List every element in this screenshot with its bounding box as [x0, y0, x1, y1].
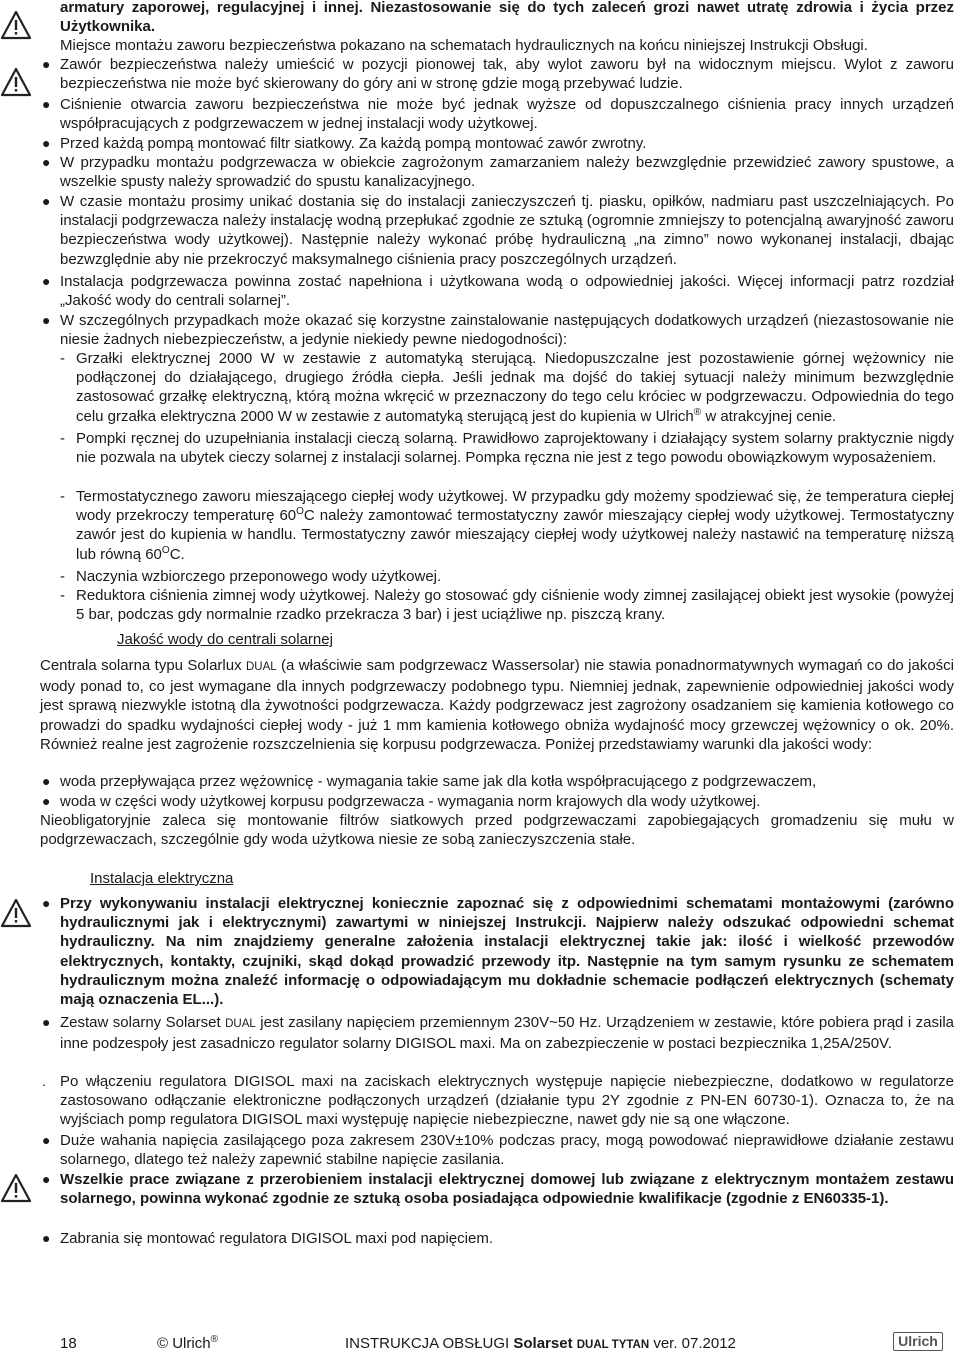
warning-item: Przy wykonywaniu instalacji elektrycznej koniecznie zapoznać się z odpowiednimi schematami montażowymi (zarówno hydraulicznymi jak i elektrycznymi) zawartymi w niniejszej Instrukcji. Najpierw należy odszukać odpowiedni schemat hydrauliczny. Na nim znajdziemy generalne założenia instalacji elektrycznej takie jak: ilość i wielkość przewodów elektrycznych, kontakty, czujniki, skąd dokąd prowadzić przewody itp. Następnie na tym samym rysunku ze schematem hydraulicznym można znaleźć informację o odpowiadającym mu dokładnie schemacie podłączeń elektrycznych (schematy mają oznaczenia EL...). [60, 895, 954, 1009]
list-item: Instalacja podgrzewacza powinna zostać napełniona i użytkowana wodą o odpowiedniej jakości. Więcej informacji patrz rozdział „Jakość wody do centrali solarnej”. [60, 273, 954, 310]
sub-item-text: w atrakcyjnej cenie. [701, 407, 837, 425]
section-heading: Instalacja elektryczna [90, 870, 234, 887]
sub-item: Pompki ręcznej do uzupełniania instalacji cieczą solarną. Prawidłowo zaprojektowany i działający system solarny praktycznie nigdy nie pozwala na ubytek cieczy solarnej z instalacji solarnej. Pompka ręczna nie jest z tego powodu obowiązkowym wyposażeniem. [76, 430, 954, 467]
bullet: ● [42, 773, 51, 789]
list-item: Po włączeniu regulatora DIGISOL maxi na zaciskach elektrycznych występuje napięcie niebezpieczne, dodatkowo w regulatorze zastosowano odłączanie elektroniczne podłączonych urządzeń (działanie typu 2Y zgodnie z PN-EN 60730-1). Oznacza to, że na wyjściach pomp regulatora DIGISOL maxi występuję napięcie niebezpieczne, nawet gdy nie są one włączone. [60, 1073, 954, 1129]
section-heading: Jakość wody do centrali solarnej [117, 631, 333, 648]
list-item-text: Zestaw solarny Solarset [60, 1014, 226, 1031]
list-item: Duże wahania napięcia zasilającego poza zakresem 230V±10% podczas pracy, mogą powodować nieprawidłowe działanie zestawu solarnego, dlatego też należy zapewnić stabilne napięcie zasilania. [60, 1132, 954, 1169]
page-number: 18 [60, 1335, 77, 1352]
paragraph [40, 656, 954, 754]
product-variant: DUAL [225, 1018, 256, 1030]
list-item [60, 1013, 954, 1053]
warning-triangle-icon [0, 67, 32, 97]
title-text: INSTRUKCJA OBSŁUGI [345, 1335, 514, 1352]
dash: - [60, 587, 65, 604]
ulrich-logo: Ulrich [893, 1332, 943, 1351]
warning-triangle-icon [0, 10, 32, 40]
sub-item-text: Grzałki elektrycznej 2000 W w zestawie z automatyką sterującą. Niedopuszczalne jest pozostawienie górnej wężownicy nie podłączonej do działającego, drugiego źródła ciepła. Jeśli jednak ma dojść do takiej sytuacji należy minimum bezwzględnie zastosować grzałkę elektryczną, którą można wkręcić w przeznaczony do tego celu króciec w podgrzewaczu. Odpowiednia do tego celu grzałka elektryczna 2000 W w zestawie z automatyką sterującą jest do kupienia w Ulrich [76, 350, 954, 425]
bullet: ● [42, 1014, 51, 1030]
bullet: ● [42, 1132, 51, 1148]
warning-triangle-icon [0, 898, 32, 928]
bullet: ● [42, 154, 51, 170]
dash: - [60, 568, 65, 585]
degree-mark: O [161, 544, 170, 556]
paragraph: Nieobligatoryjnie zaleca się montowanie filtrów siatkowych przed podgrzewaczami zapobiegających gromadzeniu się mułu w podgrzewaczach, szczególnie gdy woda użytkowa niesie ze sobą zanieczyszczenia stałe. [40, 812, 954, 849]
copyright-text: © Ulrich [157, 1335, 211, 1352]
warning-paragraph: armatury zaporowej, regulacyjnej i innej. Niezastosowanie się do tych zaleceń grozi nawet utratę zdrowia i życia przez Użytkownika. [60, 0, 954, 36]
paragraph-text: Centrala solarna typu Solarlux [40, 657, 246, 674]
document-title [345, 1334, 736, 1355]
list-item: W przypadku montażu podgrzewacza w obiekcie zagrożonym zamarzaniem należy bezwzględnie przewidzieć zawory spustowe, a wszelkie spusty należy sprowadzić do spustu kanalizacyjnego. [60, 154, 954, 191]
list-item: Przed każdą pompą montować filtr siatkowy. Za każdą pompą montować zawór zwrotny. [60, 135, 647, 152]
list-item: woda w części wody użytkowej korpusu podgrzewacza - wymagania norm krajowych dla wody użytkowej. [60, 793, 761, 810]
warning-triangle-icon [0, 1173, 32, 1203]
list-item: W szczególnych przypadkach może okazać się korzystne zainstalowanie następujących dodatkowych urządzeń (niezastosowanie nie niesie żadnych niebezpieczeństw, a jedynie niekiedy pewne niedogodności): [60, 312, 954, 349]
bullet: ● [42, 135, 51, 151]
dash: - [60, 488, 65, 505]
title-product: Solarset [513, 1335, 577, 1352]
sub-item-text: C. [169, 545, 185, 563]
sub-item: Naczynia wzbiorczego przeponowego wody użytkowej. [76, 568, 442, 585]
bullet: ● [42, 895, 51, 911]
bullet: ● [42, 1171, 51, 1187]
bullet: ● [42, 312, 51, 328]
copyright [157, 1334, 218, 1353]
list-item-text: jest zasilany napięciem przemiennym 230V~50 Hz. Urządzeniem w zestawie, które pobiera prąd i zasila inne podzespoły jest zasadniczo regulator solarny DIGISOL maxi. Ma on zabezpieczenie w postaci bezpiecznika 1,25A/250V. [60, 1014, 955, 1053]
sub-item-text: Termostatycznego zaworu mieszającego ciepłej wody użytkowej. W przypadku gdy możemy spodziewać się, że temperatura ciepłej wody przekroczy temperaturę 60 [76, 488, 954, 525]
title-variant: DUAL TYTAN [576, 1339, 650, 1351]
warning-item: Wszelkie prace związane z przerobieniem instalacji elektrycznej domowej lub związane z elektrycznym montażem zestawu solarnego, powinna wykonać zgodnie ze sztuką osoba posiadająca odpowiednie kwalifikacje (zgodnie z EN60335-1). [60, 1171, 954, 1208]
list-item: Zabrania się montować regulatora DIGISOL maxi pod napięciem. [60, 1230, 493, 1247]
product-variant: DUAL [245, 661, 277, 673]
registered-mark: ® [693, 406, 702, 418]
sub-item-text: C należy zamontować termostatyczny zawór mieszający ciepłej wody użytkowej. Termostatyczny zawór jest do kupienia w handlu. Termostatyczny zawór mieszający ciepłej wody użytkowej należy nastawić na temperaturę niższą lub równą 60 [76, 507, 954, 563]
bullet: ● [42, 96, 51, 112]
list-item: Ciśnienie otwarcia zaworu bezpieczeństwa nie może być jednak wyższe od dopuszczalnego ciśnienia pracy innych urządzeń współpracujących z podgrzewaczem w jednej instalacji wody użytkowej. [60, 96, 954, 133]
list-item: Zawór bezpieczeństwa należy umieścić w pozycji pionowej tak, aby wylot zaworu był na widocznym miejscu. Wylot z zaworu bezpieczeństwa nie może być skierowany do góry ani w stronę gdzie mogą przebywać ludzie. [60, 56, 954, 93]
bullet: ● [42, 193, 51, 209]
list-item: W czasie montażu prosimy unikać dostania się do instalacji zanieczyszczeń tj. piasku, opiłków, nadmiaru past uszczelniających. Po instalacji podgrzewacza należy instalację wodną przepłukać zgodnie ze sztuką (ogromnie zmniejszy to potencjalną awaryjność zaworu bezpieczeństwa wody użytkowej). Następnie należy wykonać próbę hydrauliczną „na zimno” nowo wykonanej instalacji, dbając bezwzględnie aby nie przekroczyć maksymalnego ciśnienia pracy poszczególnych urządzeń. [60, 193, 954, 268]
dash: - [60, 430, 65, 447]
sub-item: Reduktora ciśnienia zimnej wody użytkowej. Należy go stosować gdy ciśnienie wody zimnej zasilającej obiekt jest wysokie (powyżej 5 bar, podczas gdy normalnie rzadko przekracza 3 bar) i jest uciążliwe np. piszczą krany. [76, 587, 954, 624]
registered-mark: ® [210, 1334, 218, 1345]
bullet: ● [42, 273, 51, 289]
bullet: ● [42, 1230, 51, 1246]
paragraph: Miejsce montażu zaworu bezpieczeństwa pokazano na schematach hydraulicznych na końcu niniejszej Instrukcji Obsługi. [60, 37, 868, 54]
bullet: ● [42, 793, 51, 809]
title-version: ver. 07.2012 [649, 1335, 736, 1352]
list-marker-dot: . [42, 1073, 46, 1089]
sub-item [76, 349, 954, 426]
sub-item [76, 487, 954, 564]
bullet: ● [42, 56, 51, 72]
dash: - [60, 350, 65, 367]
degree-mark: O [296, 506, 304, 518]
paragraph-text: (a właściwie sam podgrzewacz Wassersolar) nie stawia ponadnormatywnych wymagań co do jakości wody ponad to, co jest wymagane dla innych podgrzewaczy podobnego typu. Niemniej jednak, zapewnienie odpowiedniej jakości wody jest sprawą niezwykle istotną dla żywotności podgrzewacza. Każdy podgrzewacz jest zagrożony osadzaniem się kamienia kotłowego co prowadzi do spadku wydajności ciepłej wody - już 1 mm kamienia kotłowego obniża wydajność mocy grzewczej wężownicy o ok. 20%. Również realne jest zagrożenie rozszczelnienia się korpusu podgrzewacza. Poniżej przedstawiamy warunki dla jakości wody: [40, 657, 954, 753]
list-item: woda przepływająca przez wężownicę - wymagania takie same jak dla kotła współpracującego z podgrzewaczem, [60, 773, 817, 790]
